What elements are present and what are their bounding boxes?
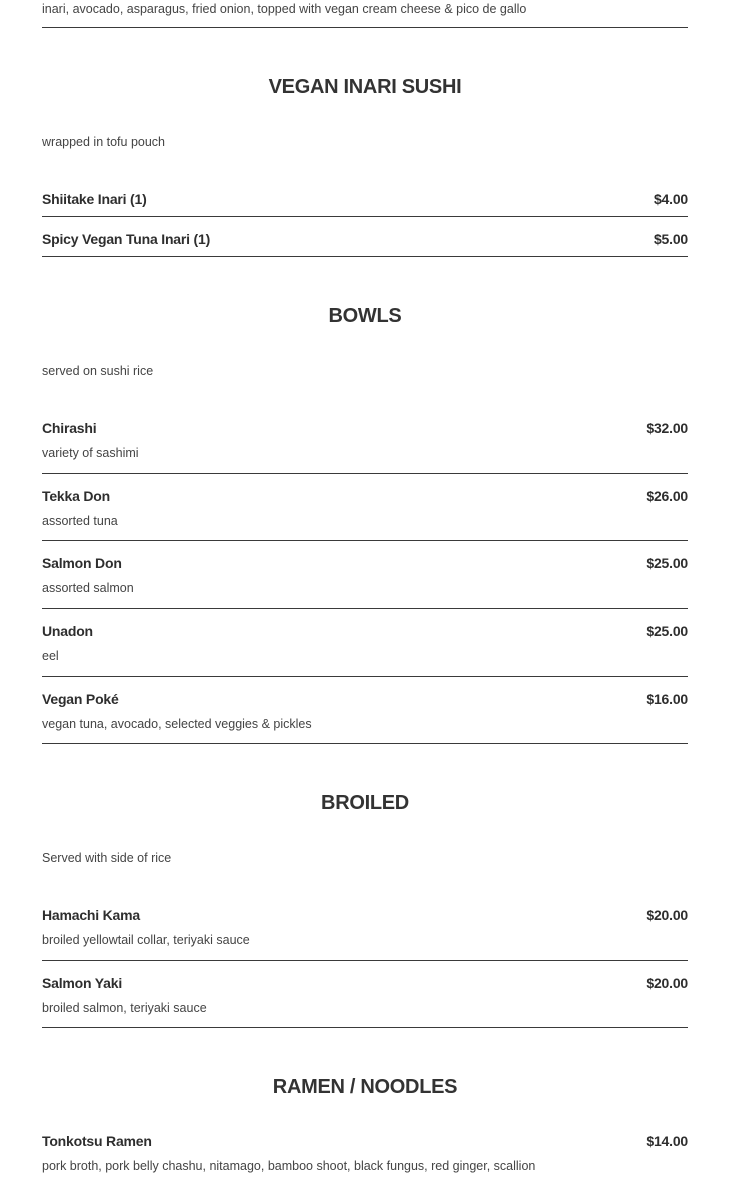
item-name: Unadon (42, 623, 93, 639)
menu-item (42, 190, 688, 208)
item-description: broiled salmon, teriyaki sauce (42, 1001, 207, 1015)
item-divider (42, 1027, 688, 1028)
menu-item (42, 487, 688, 529)
item-price: $20.00 (646, 907, 688, 923)
item-description: assorted salmon (42, 581, 134, 595)
item-description: broiled yellowtail collar, teriyaki sauce (42, 933, 250, 947)
item-divider (42, 216, 688, 217)
item-price: $25.00 (646, 623, 688, 639)
item-price: $4.00 (653, 191, 688, 207)
item-divider (42, 256, 688, 257)
section-description: served on sushi rice (42, 364, 154, 378)
menu-item (42, 230, 688, 248)
item-name: Salmon Yaki (42, 975, 123, 991)
item-name: Hamachi Kama (42, 907, 140, 923)
menu-item (42, 974, 688, 1016)
item-description: assorted tuna (42, 514, 118, 528)
item-name: Spicy Vegan Tuna Inari (1) (42, 231, 211, 247)
item-name: Tonkotsu Ramen (42, 1133, 152, 1149)
item-divider (42, 540, 688, 541)
menu-item (42, 554, 688, 596)
menu-item (42, 622, 688, 664)
item-divider (42, 960, 688, 961)
item-description: inari, avocado, asparagus, fried onion, topped with vegan cream cheese & pico de gallo (42, 2, 527, 16)
item-name: Shiitake Inari (1) (42, 191, 147, 207)
item-price: $5.00 (653, 231, 688, 247)
section-title-bowls: BOWLS (328, 305, 402, 327)
item-price: $26.00 (646, 488, 688, 504)
item-price: $32.00 (646, 420, 688, 436)
item-name: Salmon Don (42, 555, 122, 571)
section-title-ramen: RAMEN / NOODLES (272, 1076, 458, 1098)
item-description: variety of sashimi (42, 446, 139, 460)
section-description: Served with side of rice (42, 851, 172, 865)
section-description: wrapped in tofu pouch (42, 135, 166, 149)
section-title-vegan-inari: VEGAN INARI SUSHI (268, 76, 462, 98)
item-price: $16.00 (646, 691, 688, 707)
item-price: $20.00 (646, 975, 688, 991)
item-description: pork broth, pork belly chashu, nitamago, bamboo shoot, black fungus, red ginger, scallion (42, 1159, 536, 1173)
menu-item (42, 1132, 688, 1174)
item-price: $14.00 (646, 1133, 688, 1149)
item-description: eel (42, 649, 59, 663)
item-name: Vegan Poké (42, 691, 119, 707)
item-divider (42, 27, 688, 28)
item-divider (42, 608, 688, 609)
menu-item (42, 906, 688, 948)
menu-item (42, 690, 688, 732)
item-divider (42, 473, 688, 474)
menu-item (42, 1, 688, 17)
item-divider (42, 676, 688, 677)
item-name: Tekka Don (42, 488, 110, 504)
item-description: vegan tuna, avocado, selected veggies & pickles (42, 717, 312, 731)
item-name: Chirashi (42, 420, 97, 436)
item-divider (42, 743, 688, 744)
menu-item (42, 419, 688, 461)
item-price: $25.00 (646, 555, 688, 571)
section-title-broiled: BROILED (321, 792, 409, 814)
